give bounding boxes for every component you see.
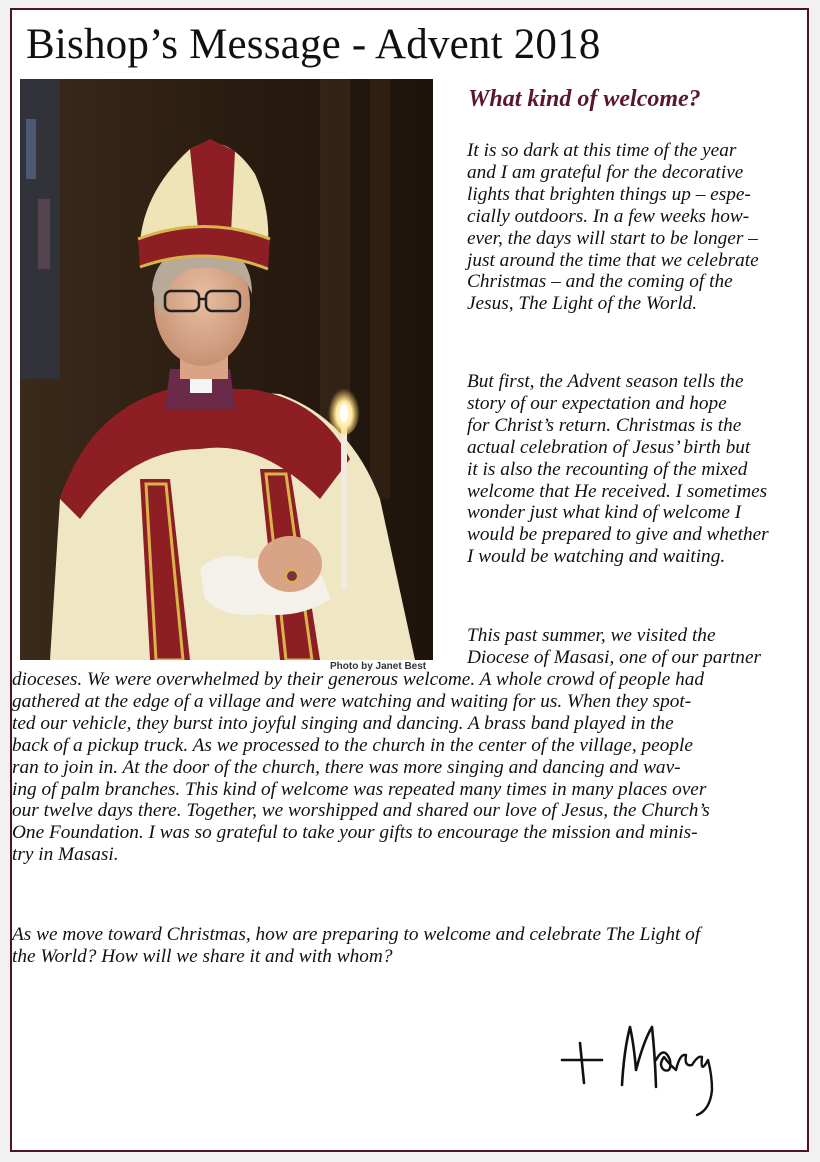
text-line: Christmas – and the coming of the <box>467 271 733 293</box>
text-line: the World? How will we share it and with whom? <box>12 945 393 967</box>
page-title: Bishop’s Message - Advent 2018 <box>26 21 601 68</box>
article-headline: What kind of welcome? <box>468 86 701 112</box>
text-line: It is so dark at this time of the year <box>467 140 737 161</box>
text-line: our twelve days there. Together, we worshipped and shared our love of Jesus, the Church’s <box>12 800 710 822</box>
text-line: I would be watching and waiting. <box>467 546 726 568</box>
text-line: just around the time that we celebrate <box>467 249 759 271</box>
signature-mark <box>552 1015 752 1125</box>
text-line: But first, the Advent season tells the <box>467 371 744 392</box>
text-line: ted our vehicle, they burst into joyful singing and dancing. A brass band played in the <box>12 712 674 734</box>
text-line: ever, the days will start to be longer – <box>467 227 758 249</box>
text-line: cially outdoors. In a few weeks how- <box>467 205 750 227</box>
bishop-photo <box>20 79 433 660</box>
text-line: ing of palm branches. This kind of welcome was repeated many times in many places over <box>12 778 707 800</box>
paragraph-4 <box>12 924 700 968</box>
text-line: back of a pickup truck. As we processed to the church in the center of the village, people <box>12 734 693 756</box>
text-line: story of our expectation and hope <box>467 392 727 414</box>
text-line: wonder just what kind of welcome I <box>467 502 742 524</box>
paragraph-3-narrow <box>467 625 761 669</box>
text-line: actual celebration of Jesus’ birth but <box>467 436 751 458</box>
text-line: would be prepared to give and whether <box>467 524 769 546</box>
text-line: As we move toward Christmas, how are preparing to welcome and celebrate The Light of <box>12 924 701 945</box>
text-line: it is also the recounting of the mixed <box>467 458 748 480</box>
text-line: gathered at the edge of a village and were watching and waiting for us. When they spot- <box>12 690 692 712</box>
text-line: lights that brighten things up – espe- <box>467 183 751 205</box>
text-line: ran to join in. At the door of the church, there was more singing and dancing and wav- <box>12 756 681 778</box>
text-line: This past summer, we visited the <box>467 625 716 646</box>
text-line: try in Masasi. <box>12 844 119 866</box>
paragraph-2 <box>467 371 769 568</box>
text-line: welcome that He received. I sometimes <box>467 480 768 502</box>
text-line: for Christ’s return. Christmas is the <box>467 414 742 436</box>
text-line: dioceses. We were overwhelmed by their generous welcome. A whole crowd of people had <box>12 669 705 690</box>
text-line: and I am grateful for the decorative <box>467 161 744 183</box>
paragraph-3-wide <box>12 669 710 866</box>
text-line: One Foundation. I was so grateful to take your gifts to encourage the mission and minis- <box>12 822 698 844</box>
photo-credit: Photo by Janet Best <box>330 661 427 672</box>
text-line: Jesus, The Light of the World. <box>467 293 698 315</box>
paragraph-1 <box>467 140 759 315</box>
bishop-photo-illustration <box>20 79 433 660</box>
page <box>10 8 809 1152</box>
text-line: Diocese of Masasi, one of our partner <box>467 646 762 668</box>
